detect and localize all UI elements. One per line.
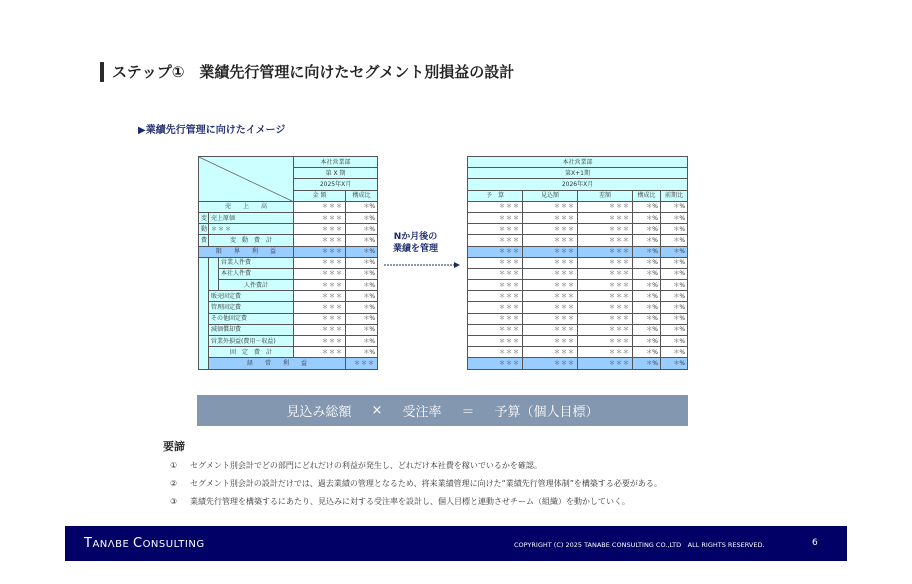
table-row-cogs: 変 売上原価 ＊＊＊ ＊% (199, 212, 378, 223)
formula-term-forecast: 見込み総額 (286, 405, 352, 420)
formula-equals: ＝ (461, 405, 475, 420)
table-row: ＊＊＊ ＊＊＊ ＊＊＊ ＊% ＊% (468, 313, 688, 324)
table-row: ＊＊＊ ＊＊＊ ＊＊＊ ＊% ＊% (468, 268, 688, 279)
arrow-caption: Nか月後の 業績を管理 (393, 232, 439, 254)
list-item: ② セグメント別会計の設計だけでは、過去業績の管理となるため、将来業績管理に向けた“業績先行管理体制”を構築する必要がある。 (170, 479, 662, 488)
page-title: ステップ① 業績先行管理に向けたセグメント別損益の設計 (112, 63, 515, 81)
copyright-text: COPYRIGHT (C) 2025 TANABE CONSULTING CO.,LTD ALL RIGHTS RESERVED. (514, 541, 765, 549)
table-row-other-fixed: その他固定費 ＊＊＊ ＊% (199, 313, 378, 324)
footer-bar (65, 526, 847, 561)
table-row: ＊＊＊ ＊＊＊ ＊＊＊ ＊% ＊% (468, 257, 688, 268)
dashed-arrow-right-icon (384, 262, 460, 268)
table-row-sales-fixed: 販売固定費 ＊＊＊ ＊% (199, 291, 378, 302)
table-row-sales: 売 上 高 ＊＊＊ ＊% (199, 201, 378, 212)
table-corner-diagonal (199, 157, 294, 202)
amount-col-header: 金 額 (294, 190, 346, 201)
period-header: 第X+1期 (468, 168, 688, 179)
ratio-col-header: 構成比 (346, 190, 378, 201)
table-row-other-variable: 動 ＊＊＊ ＊＊＊ ＊% (199, 224, 378, 235)
budget-col-header: 予 算 (468, 190, 523, 201)
ratio-col-header: 構成比 (633, 190, 661, 201)
current-period-pl-table (198, 156, 378, 370)
list-item: ③ 業績先行管理を構築するにあたり、見込みに対する受注率を設計し、個人目標と連動させチーム（組織）を動かしていく。 (170, 497, 630, 506)
formula-result: 予算（個人目標） (494, 405, 599, 420)
table-row: ＊＊＊ ＊＊＊ ＊＊＊ ＊% ＊% (468, 280, 688, 291)
budget-formula-banner (197, 395, 688, 426)
period-header: 第 X 期 (294, 168, 378, 179)
table-row: ＊＊＊ ＊＊＊ ＊＊＊ ＊% ＊% (468, 212, 688, 223)
table-row: ＊＊＊ ＊＊＊ ＊＊＊ ＊% ＊% (468, 347, 688, 358)
table-row-marginal-profit: 限 界 利 益 ＊＊＊ ＊% (199, 246, 378, 257)
table-row: ＊＊＊ ＊＊＊ ＊＊＊ ＊% ＊% (468, 336, 688, 347)
table-row-fixed-total: 固 定 費 計 ＊＊＊ ＊% (199, 347, 378, 358)
table-row-depreciation: 減価償却費 ＊＊＊ ＊% (199, 324, 378, 335)
table-row: ＊＊＊ ＊＊＊ ＊＊＊ ＊% ＊% (468, 302, 688, 313)
key-points-heading: 要諦 (163, 440, 185, 453)
forecast-col-header: 見込額 (523, 190, 578, 201)
company-logo: TANΛBE CONSULTING (84, 536, 205, 551)
table-row-admin-fixed: 管理固定費 ＊＊＊ ＊% (199, 302, 378, 313)
table-row: ＊＊＊ ＊＊＊ ＊＊＊ ＊% ＊% (468, 224, 688, 235)
table-row: ＊＊＊ ＊＊＊ ＊＊＊ ＊% ＊% (468, 201, 688, 212)
diff-col-header: 差額 (578, 190, 633, 201)
formula-multiply: × (371, 403, 383, 418)
table-row: ＊＊＊ ＊＊＊ ＊＊＊ ＊% ＊% (468, 291, 688, 302)
table-row: ＊＊＊ ＊＊＊ ＊＊＊ ＊% ＊% (468, 324, 688, 335)
page-number: 6 (812, 538, 818, 548)
formula-term-rate: 受注率 (402, 405, 442, 420)
table-row: ＊＊＊ ＊＊＊ ＊＊＊ ＊% ＊% (468, 235, 688, 246)
future-period-pl-table (467, 156, 688, 370)
row-label: 売 上 高 (199, 201, 294, 212)
month-header: 2025年X月 (294, 179, 378, 190)
dept-header: 本社営業部 (468, 157, 688, 168)
key-points-list (170, 458, 662, 512)
table-row: ＊＊＊ ＊＊＊ ＊＊＊ ＊% ＊% (468, 246, 688, 257)
month-header: 2026年X月 (468, 179, 688, 190)
table-row-hq-personnel: 本社人件費 ＊＊＊ ＊% (199, 268, 378, 279)
table-row-non-operating: 営業外損益(費用－収益) ＊＊＊ ＊% (199, 336, 378, 347)
table-row: ＊＊＊ ＊＊＊ ＊＊＊ ＊% ＊% (468, 358, 688, 369)
section-subtitle: ▶業績先行管理に向けたイメージ (138, 125, 286, 136)
table-row-sales-personnel: 営業人件費 ＊＊＊ ＊% (199, 257, 378, 268)
title-accent-bar (100, 62, 104, 82)
prev-col-header: 前期比 (661, 190, 688, 201)
table-row-ordinary-profit: 経 常 利 益 ＊＊＊ (199, 358, 378, 369)
list-item: ① セグメント別会計でどの部門にどれだけの利益が発生し、どれだけ本社費を稼いでいるかを確認。 (170, 461, 542, 470)
table-row-personnel-total: 人件費計 ＊＊＊ ＊% (199, 280, 378, 291)
dept-header: 本社営業部 (294, 157, 378, 168)
table-row-variable-total: 費 変 動 費 計 ＊＊＊ ＊% (199, 235, 378, 246)
